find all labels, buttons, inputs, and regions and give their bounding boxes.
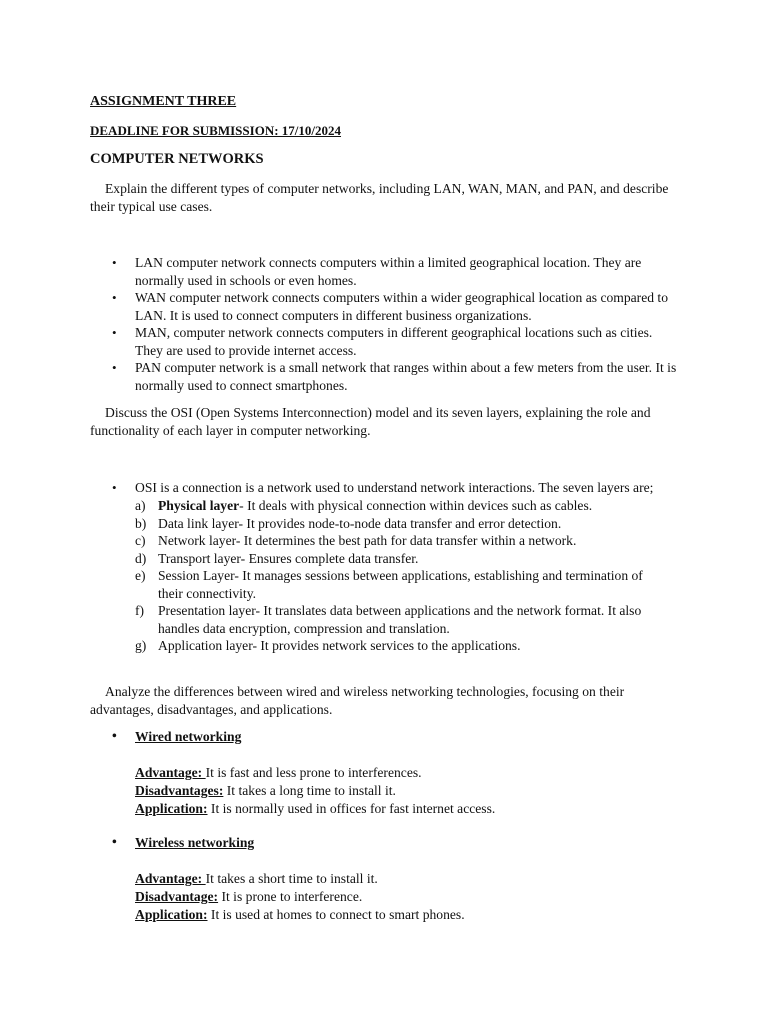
osi-layers-list bbox=[0, 497, 768, 655]
list-item: • LAN computer network connects computers within a limited geographical location. They are normally used in schools or even homes. bbox=[112, 255, 642, 288]
wired-title: Wired networking bbox=[135, 729, 242, 744]
list-item: • WAN computer network connects computers within a wider geographical location as compared to LAN. It is used to connect computers in different business organizations. bbox=[112, 290, 669, 323]
wireless-disadvantage: Disadvantage: It is prone to interference. bbox=[135, 889, 363, 904]
question-1: Explain the different types of computer networks, including LAN, WAN, MAN, and PAN, and describe their typical use cases. bbox=[90, 181, 669, 214]
wired-application: Application: It is normally used in offices for fast internet access. bbox=[135, 801, 496, 816]
wireless-title: Wireless networking bbox=[135, 835, 255, 850]
list-item: • PAN computer network is a small network that ranges within about a few meters from the user. It is normally used to connect smartphones. bbox=[112, 360, 677, 393]
physical-layer-label: Physical layer bbox=[158, 498, 240, 513]
list-item: • OSI is a connection is a network used to understand network interactions. The seven layers are; bbox=[112, 480, 654, 495]
question-2: Discuss the OSI (Open Systems Interconnection) model and its seven layers, explaining the role and functionality of each layer in computer networking. bbox=[90, 405, 651, 438]
bullet-icon: • bbox=[112, 325, 117, 340]
question-3: Analyze the differences between wired and wireless networking technologies, focusing on their advantages, disadvantages, and applications. bbox=[90, 684, 625, 717]
list-item: a) Physical layer- It deals with physical connection within devices such as cables. bbox=[135, 498, 593, 513]
wireless-application: Application: It is used at homes to connect to smart phones. bbox=[135, 907, 465, 922]
bullet-icon: • bbox=[112, 728, 117, 743]
osi-intro-list bbox=[0, 479, 768, 497]
bullet-icon: • bbox=[112, 480, 117, 495]
course-heading: COMPUTER NETWORKS bbox=[90, 151, 264, 167]
wired-disadvantage: Disadvantages: It takes a long time to install it. bbox=[135, 783, 396, 798]
bullet-icon: • bbox=[112, 834, 117, 849]
network-types-list bbox=[0, 254, 768, 394]
list-item: c) Network layer- It determines the best path for data transfer within a network. bbox=[135, 533, 577, 548]
deadline-title: DEADLINE FOR SUBMISSION: 17/10/2024 bbox=[90, 123, 342, 138]
list-item: b) Data link layer- It provides node-to-node data transfer and error detection. bbox=[135, 515, 562, 531]
bullet-icon: • bbox=[112, 290, 117, 305]
list-item: e) Session Layer- It manages sessions between applications, establishing and termination of their connectivity. bbox=[135, 568, 643, 601]
list-item: • MAN, computer network connects computers in different geographical locations such as cities. They are used to provide internet access. bbox=[112, 325, 653, 358]
list-item: g) Application layer- It provides network services to the applications. bbox=[135, 638, 521, 653]
wired-advantage: Advantage: It is fast and less prone to interferences. bbox=[135, 765, 422, 780]
list-item: f) Presentation layer- It translates data between applications and the network format. It also handles data encryption, compression and translation. bbox=[135, 603, 642, 636]
bullet-icon: • bbox=[112, 360, 117, 375]
assignment-title: ASSIGNMENT THREE bbox=[90, 94, 237, 109]
wireless-advantage: Advantage: It takes a short time to install it. bbox=[135, 871, 378, 886]
bullet-icon: • bbox=[112, 255, 117, 270]
list-item: d) Transport layer- Ensures complete data transfer. bbox=[135, 550, 419, 566]
